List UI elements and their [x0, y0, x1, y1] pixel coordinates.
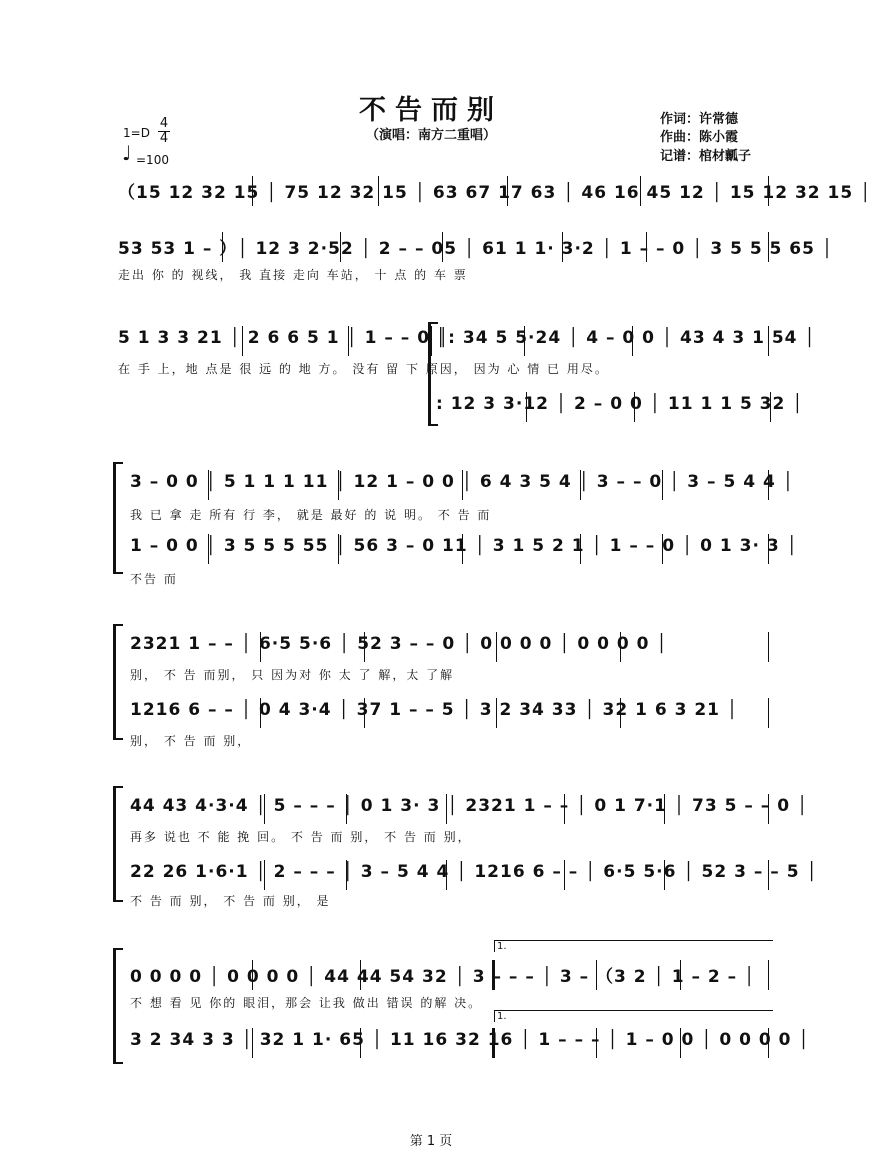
- system-3-voice-2: [430, 388, 804, 422]
- lyric-line: 再多 说也 不 能 挽 回。 不 告 而 别， 不 告 而 别，: [130, 830, 472, 844]
- system-4-voice-1: [124, 466, 794, 500]
- first-ending-mark: 1.: [494, 940, 773, 952]
- notation-line: （15 12 32 15 │ 75 12 32 15 │ 63 67 17 63 │ 46 16 45 12 │ 15 12 32 15 │: [118, 183, 871, 203]
- lyric-line: 别， 不 告 而 别，: [130, 734, 252, 748]
- lyric-line: 不告 而: [130, 572, 178, 586]
- song-subtitle: （演唱：南方二重唱）: [365, 128, 496, 143]
- voice-brace: [113, 948, 123, 1064]
- voice-brace: [113, 462, 123, 574]
- notation-line: 1216 6 – – │ 0 4 3·4 │ 37 1 – – 5 │ 3 2 34 33 │ 32 1 6 3 21 │: [130, 700, 739, 720]
- transcriber-credit: 记谱：棺材瓤子: [660, 149, 752, 164]
- lyricist-credit: 作词：许常德: [660, 112, 739, 127]
- quarter-note-icon: ♩: [122, 141, 132, 165]
- lyric-line: 不 告 而 别， 不 告 而 别， 是: [130, 894, 331, 908]
- system-7-voice-2: [124, 1024, 810, 1058]
- voice-brace: [113, 786, 123, 902]
- system-2-voice-1: [112, 228, 834, 262]
- system-6-voice-2: [124, 856, 818, 890]
- notation-line: 2321 1 – – │ 6·5 5·6 │ 52 3 – – 0 │ 0 0 0 0 │ 0 0 0 0 │: [130, 634, 668, 654]
- notation-line: 53 53 1 – ）│ 12 3 2·52 │ 2 – – 05 │ 61 1 1· 3·2 │ 1 – – 0 │ 3 5 5 5 65 │: [118, 239, 834, 259]
- system-6-voice-1: [124, 790, 809, 824]
- notation-line: 22 26 1·6·1 │ 2 – – – │ 3 – 5 4 4 │ 1216 6 – – │ 6·5 5·6 │ 52 3 – – 5 │: [130, 862, 818, 882]
- notation-line: 44 43 4·3·4 │ 5 – – – │ 0 1 3· 3 │ 2321 1 – – │ 0 1 7·1 │ 73 5 – – 0 │: [130, 796, 809, 816]
- page-number: 第 1 页: [409, 1134, 453, 1149]
- composer-credit: 作曲：陈小霞: [660, 130, 739, 145]
- voice-brace: [113, 624, 123, 740]
- system-5-voice-1: [124, 628, 772, 662]
- system-4-voice-2: [124, 530, 798, 564]
- notation-line: 1 – 0 0 │ 3 5 5 5 55 │ 56 3 – 0 11 │ 3 1 5 2 1 │ 1 – – 0 │ 0 1 3· 3 │: [130, 536, 798, 556]
- notation-line: : 12 3 3·12 │ 2 – 0 0 │ 11 1 1 5 32 │: [436, 394, 804, 414]
- system-1-voice-1: [112, 172, 871, 206]
- time-signature-top: 4: [159, 116, 169, 131]
- system-3-voice-1: [112, 322, 816, 356]
- song-title: 不告而别: [359, 95, 503, 126]
- time-signature: [157, 117, 171, 146]
- lyric-line: 走出 你 的 视线， 我 直接 走向 车站， 十 点 的 车 票: [118, 268, 468, 282]
- time-signature-bottom: 4: [159, 131, 169, 146]
- lyric-line: 在 手 上，地 点是 很 远 的 地 方。 没有 留 下 原因， 因为 心 情 已 用尽。: [118, 362, 609, 376]
- notation-line: 5 1 3 3 21 │ 2 6 6 5 1 │ 1 – – 0 ║: 34 5 5·24 │ 4 – 0 0 │ 43 4 3 1 54 │: [118, 328, 816, 348]
- notation-line: 3 – 0 0 │ 5 1 1 1 11 │ 12 1 – 0 0 │ 6 4 3 5 4 │ 3 – – 0 │ 3 – 5 4 4 │: [130, 472, 794, 492]
- lyric-line: 别， 不 告 而别， 只 因为对 你 太 了 解，太 了解: [130, 668, 455, 682]
- key-signature: 1=D: [123, 126, 150, 140]
- tempo-mark: =100: [136, 153, 169, 167]
- lyric-line: 我 已 拿 走 所有 行 李， 就是 最好 的 说 明。 不 告 而: [130, 508, 492, 522]
- first-ending-mark: 1.: [494, 1010, 773, 1022]
- notation-line: 0 0 0 0 │ 0 0 0 0 │ 44 44 54 32 │ 3 – – – │ 3 – （3 2 │ 1 – 2 – │: [130, 967, 756, 987]
- lyric-line: 不 想 看 见 你的 眼泪，那会 让我 做出 错误 的解 决。: [130, 996, 483, 1010]
- notation-line: 3 2 34 3 3 │ 32 1 1· 65 │ 11 16 32 16 │ 1 – – – │ 1 – 0 0 │ 0 0 0 0 │: [130, 1030, 810, 1050]
- system-7-voice-1: [124, 956, 772, 990]
- system-5-voice-2: [124, 694, 772, 728]
